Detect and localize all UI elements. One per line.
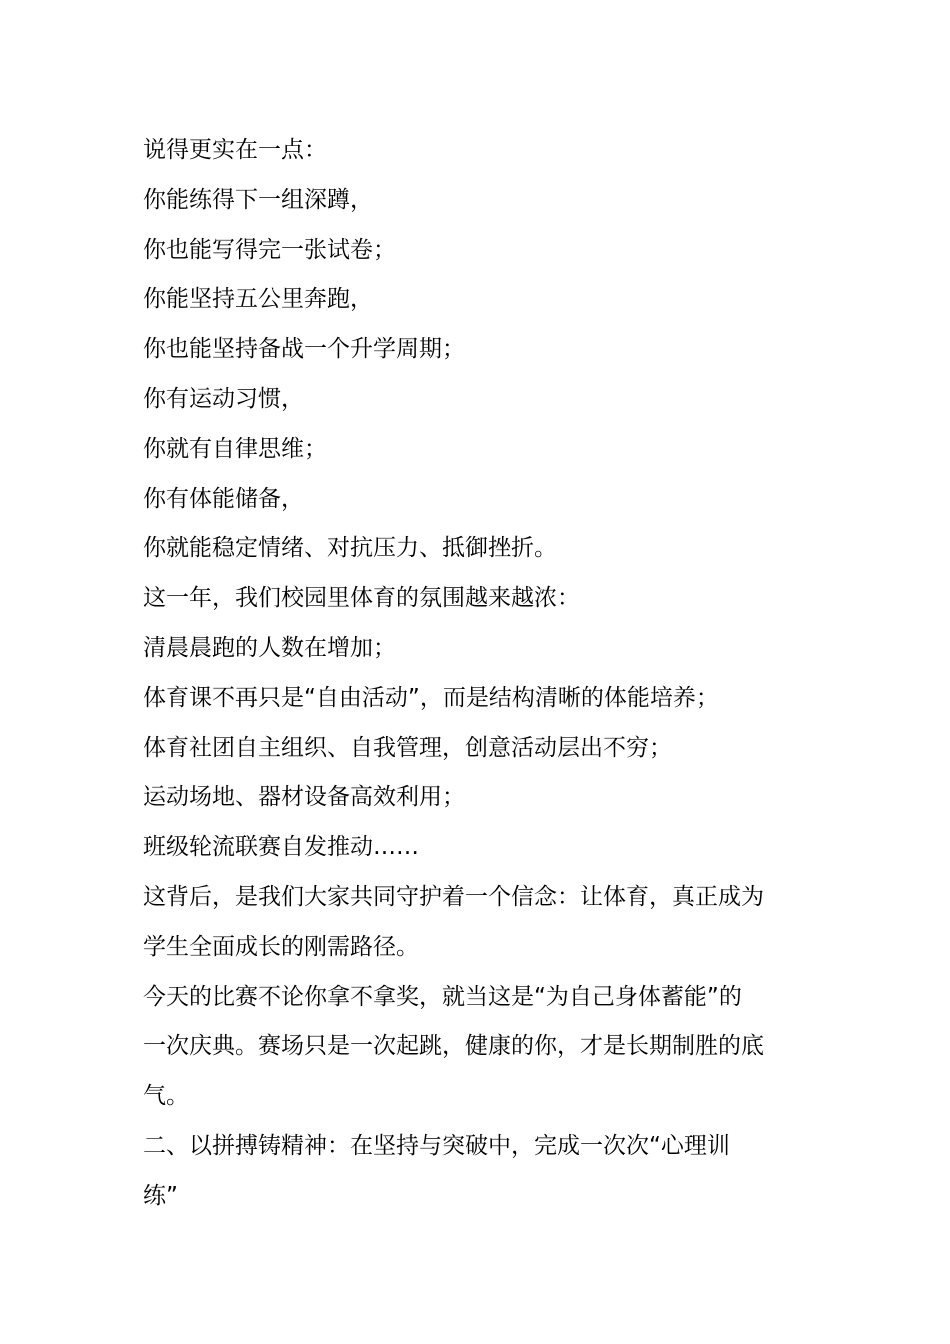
text-line: 你就能稳定情绪、对抗压力、抵御挫折。	[143, 535, 557, 562]
text-line: 你就有自律思维；	[143, 435, 327, 462]
text-line: 体育课不再只是“自由活动”，而是结构清晰的体能培养；	[143, 684, 719, 711]
text-line: 班级轮流联赛自发推动……	[143, 834, 419, 861]
text-line: 一次庆典。赛场只是一次起跳，健康的你，才是长期制胜的底	[143, 1033, 764, 1060]
document-body	[143, 126, 811, 1222]
text-line: 你有运动习惯，	[143, 385, 304, 412]
text-line: 你也能写得完一张试卷；	[143, 236, 396, 263]
text-line: 清晨晨跑的人数在增加；	[143, 634, 396, 661]
text-line: 你也能坚持备战一个升学周期；	[143, 336, 465, 363]
section-heading-continued: 练”	[143, 1182, 178, 1209]
text-line: 体育社团自主组织、自我管理，创意活动层出不穷；	[143, 734, 672, 761]
text-line: 运动场地、器材设备高效利用；	[143, 784, 465, 811]
text-line: 学生全面成长的刚需路径。	[143, 933, 419, 960]
section-heading: 二、以拼搏铸精神：在坚持与突破中，完成一次次“心理训	[143, 1132, 730, 1159]
text-line: 气。	[143, 1083, 189, 1110]
text-line: 说得更实在一点：	[143, 137, 327, 163]
text-line: 你有体能储备，	[143, 485, 304, 512]
text-line: 今天的比赛不论你拿不拿奖，就当这是“为自己身体蓄能”的	[143, 983, 742, 1010]
text-line: 这背后，是我们大家共同守护着一个信念：让体育，真正成为	[143, 883, 764, 910]
text-line: 你能坚持五公里奔跑，	[143, 286, 373, 313]
text-line: 你能练得下一组深蹲，	[143, 186, 373, 213]
text-line: 这一年，我们校园里体育的氛围越来越浓：	[143, 585, 580, 612]
